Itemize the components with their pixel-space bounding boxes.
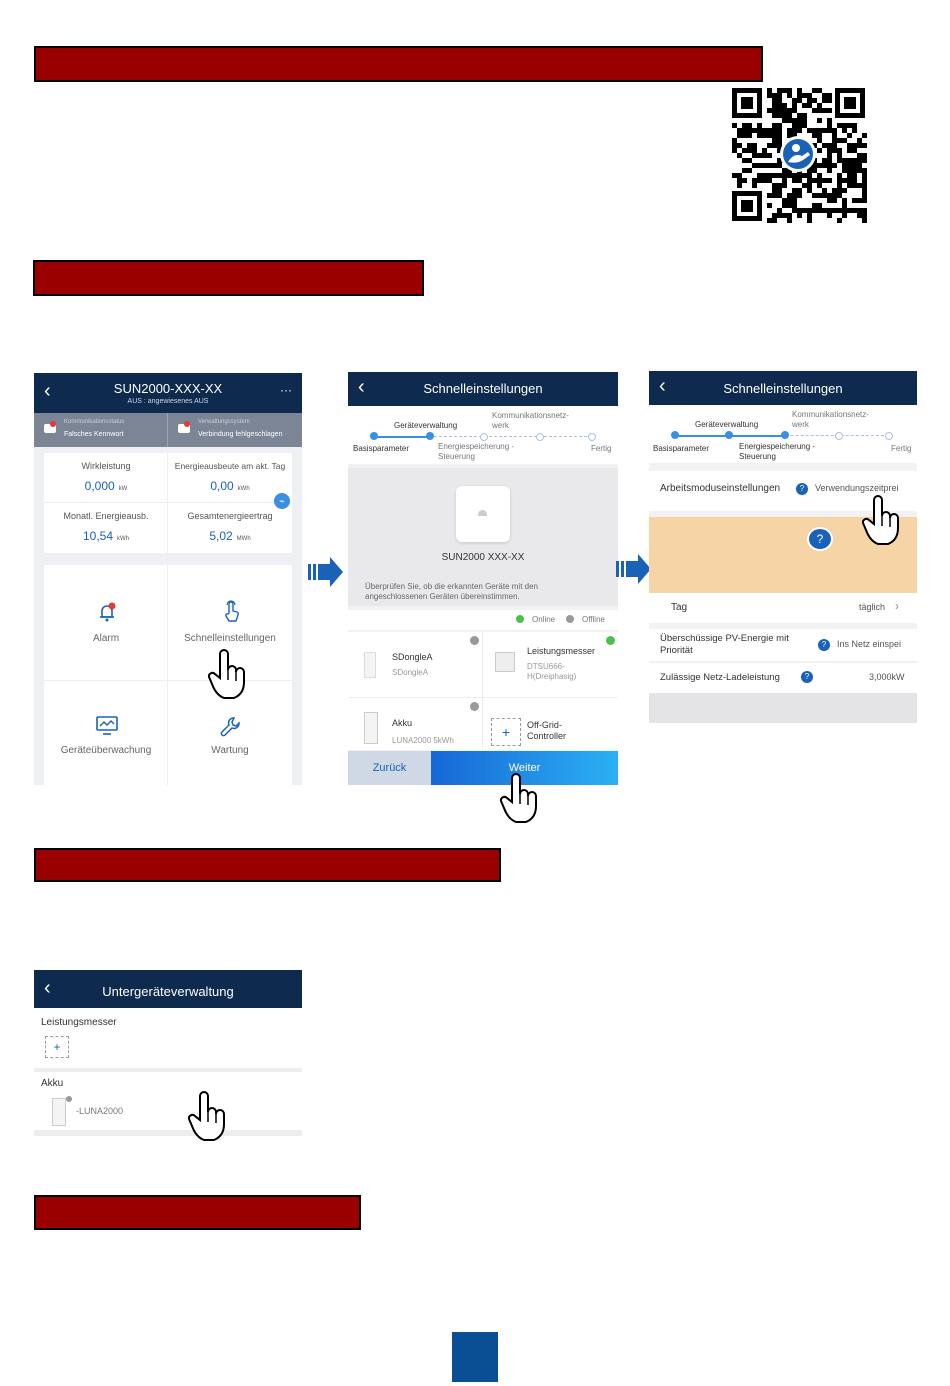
step-dot xyxy=(426,432,434,440)
stepper xyxy=(649,405,917,463)
add-meter-icon[interactable]: + xyxy=(45,1036,69,1058)
inverter-logo-icon xyxy=(478,510,487,516)
comm-error-dot-icon xyxy=(50,421,56,427)
stat-cell-month xyxy=(44,503,168,553)
help-icon[interactable]: ? xyxy=(796,483,808,495)
step-label: Fertig xyxy=(891,444,912,453)
hand-pointer-icon xyxy=(186,1090,232,1142)
mgmt-status-value: Verbindung fehlgeschlagen xyxy=(198,431,283,438)
device-meter[interactable] xyxy=(483,632,618,698)
step-dot xyxy=(480,433,488,441)
online-dot-icon xyxy=(516,615,524,623)
step-label: Kommunikationsnetz- werk xyxy=(792,410,869,429)
help-icon[interactable]: ? xyxy=(807,527,833,551)
quick-settings-storage-screen xyxy=(649,371,917,723)
help-icon[interactable]: ? xyxy=(801,671,813,683)
surplus-label: Überschüssige PV-Energie mit Priorität xyxy=(660,633,789,656)
hand-pointer-icon xyxy=(860,494,906,546)
status-strip xyxy=(34,413,302,447)
meter-label: Leistungsmesser xyxy=(41,1017,117,1028)
quick-settings-header xyxy=(649,371,917,405)
device-sub: SDongleA xyxy=(392,668,429,677)
battery-value[interactable]: -LUNA2000 xyxy=(76,1106,124,1116)
stat-label: Monatl. Energieausb. xyxy=(63,511,149,521)
device-name: Akku xyxy=(392,718,413,728)
stats-card xyxy=(44,453,292,553)
stat-value: 0,000 kW xyxy=(84,479,128,493)
meter-icon xyxy=(495,652,515,672)
step-dot xyxy=(781,431,789,439)
add-device-icon[interactable]: + xyxy=(491,718,521,746)
battery-icon xyxy=(52,1098,66,1126)
section-banner-2 xyxy=(33,260,424,296)
wrench-icon xyxy=(219,715,243,737)
tile-device-monitoring[interactable] xyxy=(44,681,168,785)
next-button[interactable]: Weiter xyxy=(431,751,618,785)
tile-quick-settings-label: Schnelleinstellungen xyxy=(184,633,276,644)
device-name: Leistungsmesser xyxy=(527,646,596,656)
surplus-row[interactable] xyxy=(649,629,917,661)
device-offgrid[interactable] xyxy=(483,698,618,750)
inverter-panel xyxy=(348,468,618,606)
tile-alarm-label: Alarm xyxy=(92,633,120,644)
page-number-block xyxy=(452,1332,498,1382)
stat-value: 10,54 kWh xyxy=(82,529,130,543)
day-row[interactable] xyxy=(649,593,917,623)
grid-charge-value: 3,000kW xyxy=(869,672,905,682)
day-label: Tag xyxy=(671,602,688,613)
hand-pointer-icon xyxy=(206,648,252,700)
tiles-card xyxy=(44,565,292,785)
more-icon[interactable]: ··· xyxy=(280,383,292,397)
back-icon[interactable]: ‹ xyxy=(358,376,365,398)
offline-badge-icon xyxy=(470,702,479,711)
stat-label: Gesamtenergieertrag xyxy=(187,511,273,521)
step-dot xyxy=(885,432,893,440)
section-banner-1 xyxy=(34,46,763,82)
device-battery[interactable] xyxy=(348,698,483,750)
device-subtitle: AUS : angewiesenes AUS xyxy=(127,398,209,405)
step-dot xyxy=(370,432,378,440)
tile-alarm[interactable] xyxy=(44,565,168,681)
back-icon[interactable]: ‹ xyxy=(44,977,51,999)
back-icon[interactable]: ‹ xyxy=(44,380,51,402)
check-instructions: Überprüfen Sie, ob die erkannten Geräte mit den angeschlossenen Geräten übereinstimmen. xyxy=(365,582,538,601)
step-dot xyxy=(835,432,843,440)
home-screen xyxy=(34,373,302,785)
monitor-icon xyxy=(95,715,119,737)
back-icon[interactable]: ‹ xyxy=(659,375,666,397)
legend-online: Online xyxy=(532,615,556,624)
mgmt-error-dot-icon xyxy=(184,421,190,427)
stat-value: 5,02 MWh xyxy=(209,529,251,543)
chart-icon[interactable]: ⌁ xyxy=(274,493,290,509)
bottom-spacer xyxy=(649,693,917,723)
battery-label: Akku xyxy=(41,1078,64,1089)
sdongle-icon xyxy=(364,652,376,678)
step-label: Basisparameter xyxy=(353,444,410,453)
help-icon[interactable]: ? xyxy=(818,639,830,651)
device-grid xyxy=(348,632,618,750)
step-label: Kommunikationsnetz- werk xyxy=(492,411,569,430)
work-mode-value: Verwendungszeitprei xyxy=(815,483,899,493)
tile-device-monitoring-label: Geräteüberwachung xyxy=(60,745,152,756)
arrow-right-icon xyxy=(616,552,652,586)
battery-status-dot-icon xyxy=(66,1096,72,1102)
step-dot xyxy=(536,433,544,441)
inverter-image xyxy=(456,486,510,542)
screen-title: Untergeräteverwaltung xyxy=(102,984,234,999)
device-sub: DTSU666- H(Dreiphasig) xyxy=(527,662,577,681)
stepper xyxy=(348,406,618,464)
device-title: SUN2000-XXX-XX xyxy=(113,381,223,396)
screen-title: Schnelleinstellungen xyxy=(423,381,543,396)
quick-settings-devices-screen xyxy=(348,372,618,785)
device-sdongle[interactable] xyxy=(348,632,483,698)
mgmt-status[interactable] xyxy=(168,413,302,447)
subdevice-header xyxy=(34,970,302,1008)
online-badge-icon xyxy=(606,636,615,645)
device-sub: LUNA2000 5kWh xyxy=(392,736,454,745)
battery-section xyxy=(34,1072,302,1130)
meter-section xyxy=(34,1008,302,1068)
day-value: täglich xyxy=(859,602,886,612)
step-dot xyxy=(588,433,596,441)
stat-cell-today xyxy=(168,453,292,503)
bell-icon xyxy=(96,601,118,623)
grid-charge-row[interactable] xyxy=(649,663,917,693)
section-banner-3 xyxy=(34,848,501,882)
tile-maintenance-label: Wartung xyxy=(211,745,249,756)
surplus-value: Ins Netz einspei xyxy=(837,639,902,649)
hand-pointer-icon xyxy=(498,772,544,824)
tap-hand-icon xyxy=(220,599,242,623)
qr-code-icon[interactable] xyxy=(730,86,867,223)
back-button[interactable]: Zurück xyxy=(348,751,431,785)
offline-badge-icon xyxy=(470,636,479,645)
stat-label: Energieausbeute am akt. Tag xyxy=(174,461,286,471)
step-label: Fertig xyxy=(591,444,612,453)
step-label: Geräteverwaltung xyxy=(394,421,458,430)
legend-offline: Offline xyxy=(582,615,605,624)
stepper-line-done xyxy=(374,436,430,438)
chevron-right-icon: › xyxy=(895,599,899,613)
work-mode-label: Arbeitsmoduseinstellungen xyxy=(660,483,781,494)
device-name: Off-Grid- Controller xyxy=(527,720,567,741)
home-header xyxy=(34,373,302,413)
step-label: Basisparameter xyxy=(653,444,710,453)
stat-label: Wirkleistung xyxy=(81,461,131,471)
screen-title: Schnelleinstellungen xyxy=(723,381,843,396)
stat-value: 0,00 kWh xyxy=(210,479,250,493)
quick-settings-header xyxy=(348,372,618,406)
status-legend xyxy=(348,610,618,630)
step-label: Geräteverwaltung xyxy=(695,420,759,429)
comm-status[interactable] xyxy=(34,413,168,447)
arrow-right-icon xyxy=(308,555,344,589)
stat-cell-power xyxy=(44,453,168,503)
comm-status-label: Kommunikationsstatus xyxy=(64,419,125,425)
inverter-name: SUN2000 XXX-XX xyxy=(441,552,525,563)
battery-icon xyxy=(364,712,378,744)
step-label: Energiespeicherung - Steuerung xyxy=(438,442,515,461)
stat-cell-total xyxy=(168,503,292,553)
grid-charge-label: Zulässige Netz-Ladeleistung xyxy=(660,672,780,683)
mgmt-status-label: Verwaltungssystem xyxy=(198,419,250,425)
step-dot xyxy=(725,431,733,439)
comm-status-value: Falsches Kennwort xyxy=(64,431,124,438)
step-dot xyxy=(671,431,679,439)
step-label: Energiespeicherung - Steuerung xyxy=(739,442,816,461)
device-name: SDongleA xyxy=(392,652,433,662)
offline-dot-icon xyxy=(566,615,574,623)
subdevice-management-screen xyxy=(34,970,302,1136)
section-banner-4 xyxy=(34,1195,361,1230)
